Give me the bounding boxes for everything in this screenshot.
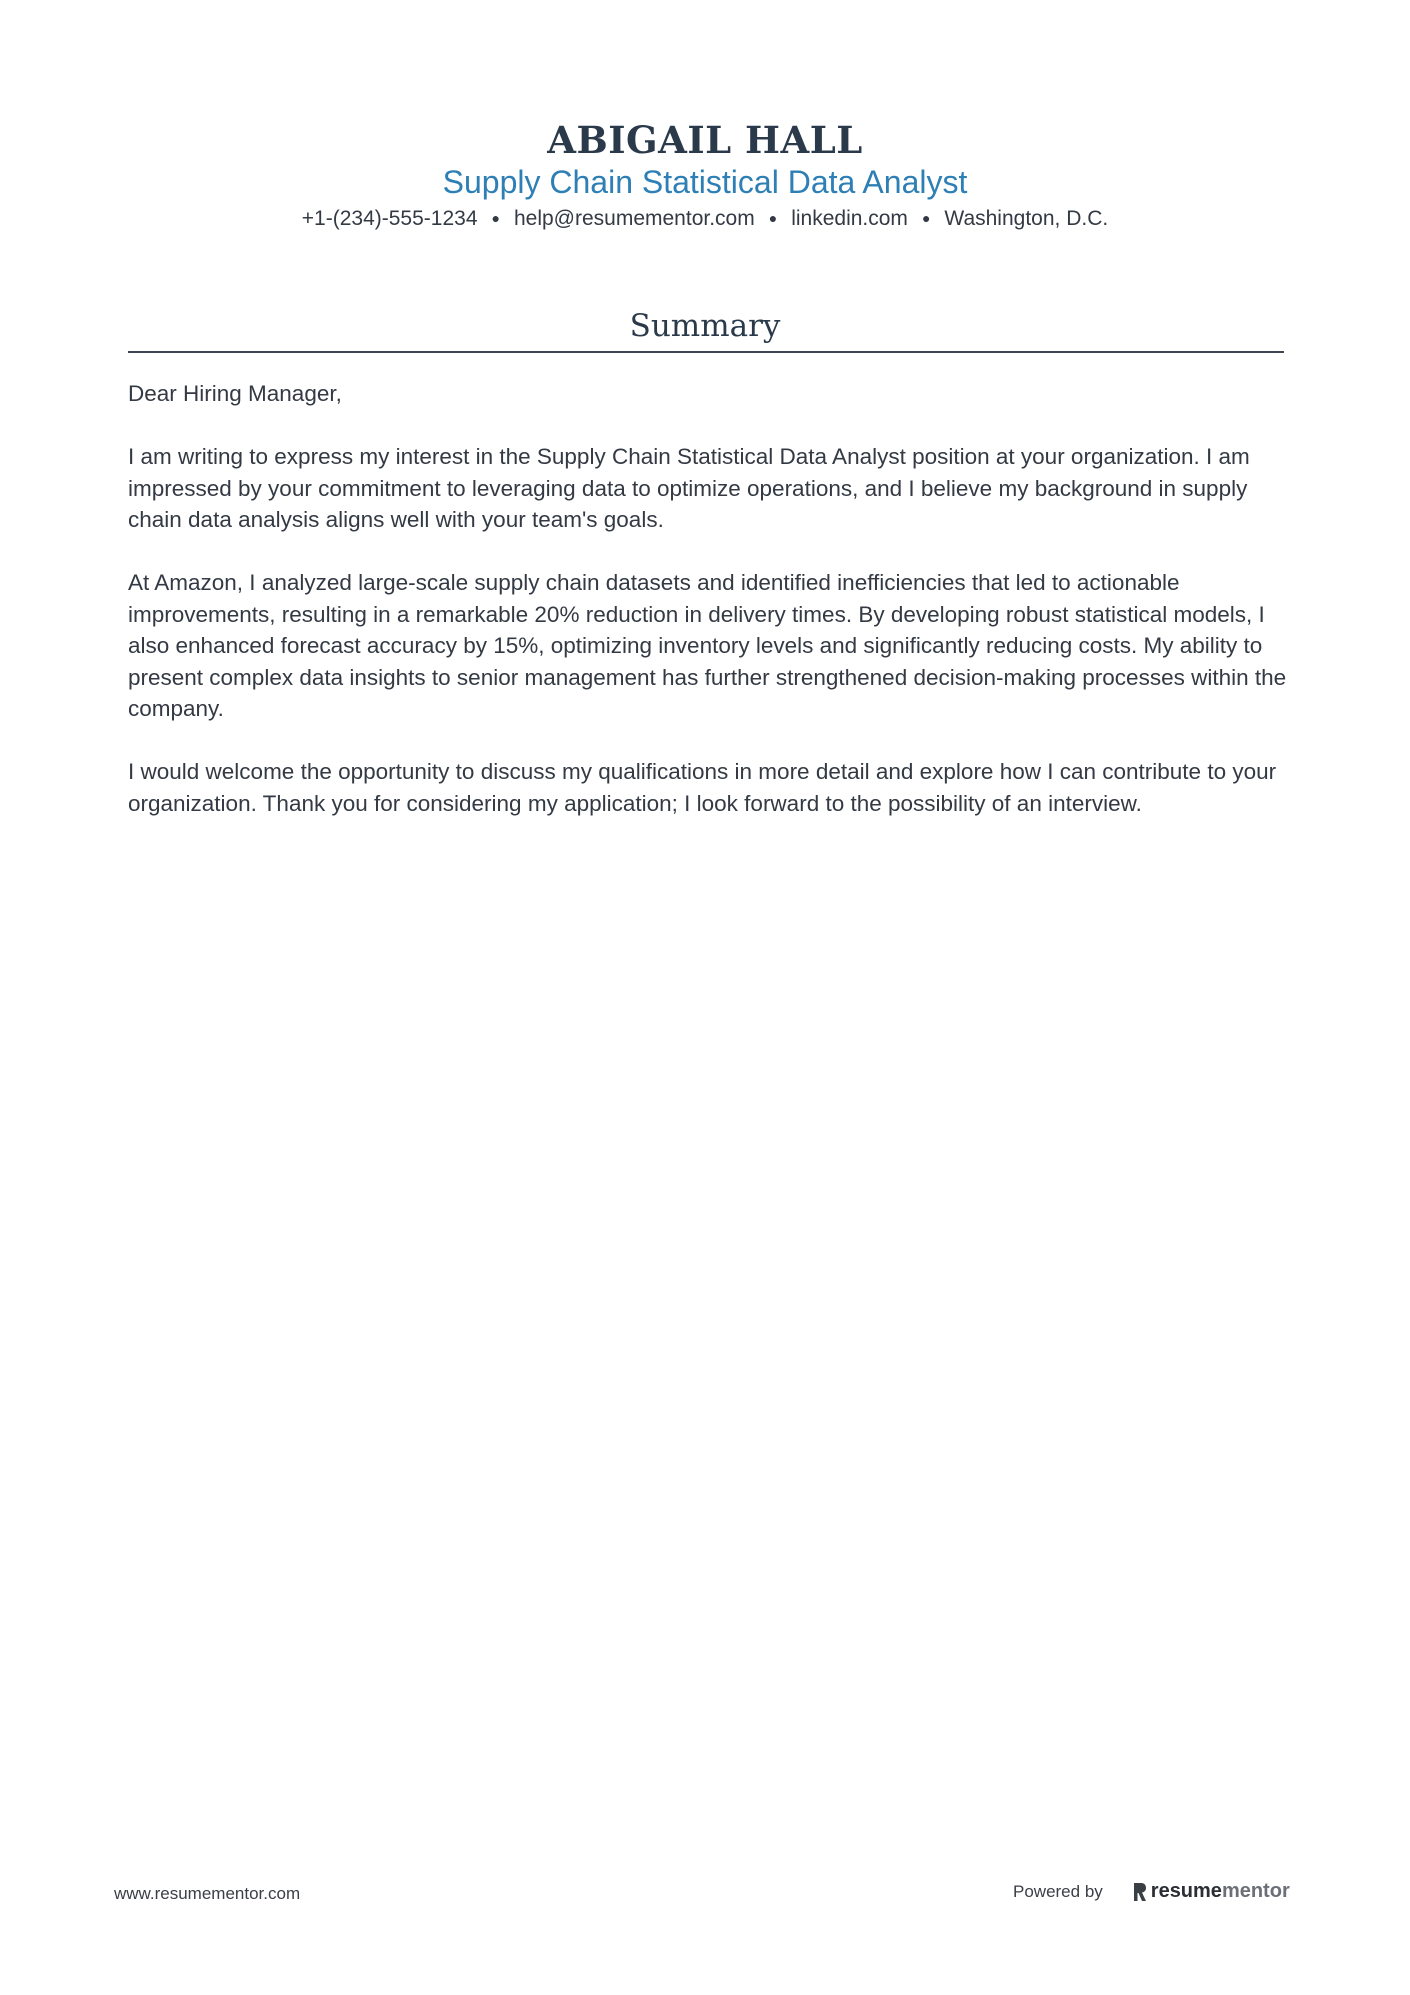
logo-mark-icon: [1133, 1882, 1147, 1902]
powered-by-label: Powered by: [1013, 1881, 1103, 1901]
section-divider: [128, 351, 1284, 353]
phone: +1-(234)-555-1234: [301, 207, 478, 230]
candidate-name: ABIGAIL HALL: [547, 118, 863, 162]
paragraph-1: I am writing to express my interest in the Supply Chain Statistical Data Analyst position at your organization. I am impressed by your commitment to leveraging data to optimize operations, and I believe my background in supply chain data analysis aligns well with your team's goals.: [128, 444, 1250, 532]
job-title: Supply Chain Statistical Data Analyst: [442, 164, 968, 200]
footer-branding: [1013, 1880, 1290, 1903]
bullet-separator: ●: [768, 210, 778, 226]
paragraph-2: At Amazon, I analyzed large-scale supply chain datasets and identified inefficiencies that led to actionable improvements, resulting in a remarkable 20% reduction in delivery times. By developing robust statistical models, I also enhanced forecast accuracy by 15%, optimizing inventory levels and significantly reducing costs. My ability to present complex data insights to senior management has further strengthened decision-making processes within the company.: [128, 570, 1287, 721]
footer-website[interactable]: www.resumementor.com: [114, 1884, 301, 1903]
location: Washington, D.C.: [944, 207, 1109, 230]
section-title: Summary: [629, 308, 781, 344]
contact-line: [0, 203, 1410, 234]
logo-text-resume: resume: [1150, 1880, 1222, 1902]
email[interactable]: help@resumementor.com: [513, 207, 755, 230]
bullet-separator: ●: [491, 210, 500, 226]
letter-body: [128, 378, 1288, 851]
greeting: Dear Hiring Manager,: [128, 381, 342, 406]
logo-text-mentor: mentor: [1221, 1880, 1290, 1902]
resumementor-logo[interactable]: [1133, 1880, 1290, 1903]
paragraph-3: I would welcome the opportunity to discuss my qualifications in more detail and explore how I can contribute to your organization. Thank you for considering my application; I look forward to the possibility of an interview.: [128, 759, 1277, 816]
linkedin[interactable]: linkedin.com: [791, 207, 908, 230]
bullet-separator: ●: [921, 210, 931, 226]
header: [0, 118, 1410, 234]
